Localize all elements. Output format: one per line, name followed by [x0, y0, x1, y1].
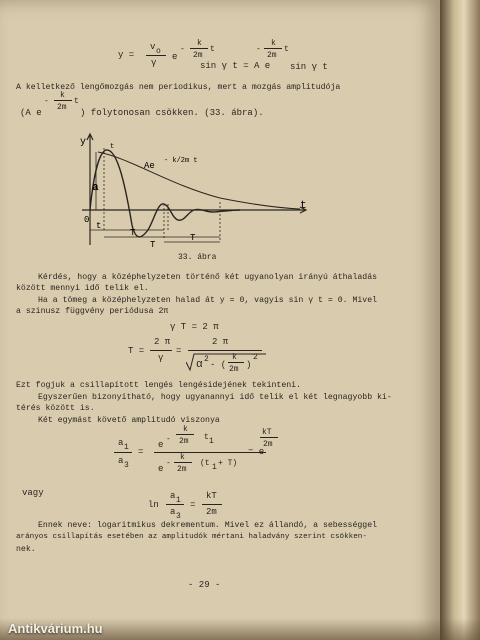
eq4-lhs-bar: [166, 504, 184, 505]
para5-line1: Ennek neve: logaritmikus dekrementum. Mivel ez állandó, a sebességgel: [38, 521, 378, 530]
eq2-root-alpha: α: [196, 359, 203, 371]
eq2-root-2m: 2m: [229, 365, 239, 374]
eq2-root-minus: - (: [210, 360, 227, 370]
fig-label-Ae: Ae: [144, 161, 155, 171]
eq3-num-2m: 2m: [179, 437, 189, 446]
eq1-t-2: t: [284, 45, 289, 54]
para2-line1: Kérdés, hogy a középhelyzeten történő két ugyanolyan irányú áthaladás: [38, 273, 378, 282]
eq3-a1-sub: 1: [124, 443, 129, 452]
eq4-2m: 2m: [206, 507, 217, 517]
eq3-den-paren-sub: 1: [212, 463, 217, 472]
eq3-exp-kT: kT: [262, 428, 272, 437]
eq1-minus-2: -: [256, 45, 261, 54]
eq3-num-exp-bar: [176, 434, 194, 435]
fig-label-T-2: T: [150, 240, 156, 250]
eq1-sin-part: sin γ t = A e: [200, 61, 271, 71]
para4-line1: Ezt fogjuk a csillapított lengés lengésidejének tekinteni.: [16, 381, 301, 390]
eq1-sin-part-2: sin γ t: [290, 62, 328, 72]
fig-label-t: t: [300, 200, 307, 212]
eq1-lhs: y =: [118, 50, 135, 60]
figure-caption: 33. ábra: [178, 253, 217, 262]
eq3-num-e: e: [158, 440, 164, 450]
eq1-2m-2: 2m: [267, 51, 277, 60]
fig-label-T-dim: T: [190, 233, 196, 243]
eq1-exp-bar-2: [264, 48, 282, 49]
fig-label-a: a: [92, 182, 99, 194]
eq3-den-k: k: [180, 453, 185, 462]
para5-line3: nek.: [16, 545, 36, 554]
eq3-a3-sub: 3: [124, 461, 129, 470]
eq3-num-k: k: [183, 425, 188, 434]
eq4-ln: ln: [148, 500, 159, 510]
eq3-den-minus: -: [166, 459, 171, 468]
eq3-num-minus: -: [166, 435, 171, 444]
eq3-exp-2m: 2m: [263, 440, 273, 449]
eq1-v0: v: [150, 42, 156, 52]
eq2-root-bar: [228, 362, 244, 363]
eq1-2m: 2m: [193, 51, 203, 60]
para3-line2: a szinusz függvény periódusa 2π: [16, 307, 169, 316]
para1-exp-bar: [54, 100, 72, 101]
watermark-bar: [0, 618, 480, 640]
eq4-a3: a: [170, 507, 176, 517]
eq1-gamma: γ: [151, 58, 157, 68]
page-number: - 29 -: [188, 580, 221, 590]
eq4-eq: =: [190, 500, 196, 510]
para1-exp-2m: 2m: [57, 103, 67, 112]
fig-label-exp: - k/2m t: [164, 157, 198, 165]
eq3-lhs-bar: [114, 452, 132, 453]
eq3-a3: a: [118, 456, 124, 466]
para2-line2: között mennyi idő telik el.: [16, 284, 149, 293]
eq2-n2: 2 π: [212, 337, 229, 347]
para5-line2: arányos csillapítás esetében az amplitudók mértani haladvány szerint csökken-: [16, 533, 367, 541]
para4-line4: Két egymást követő amplitudó viszonya: [38, 416, 220, 425]
eq1-k: k: [197, 39, 202, 48]
eq3-den-tail: + T): [218, 459, 238, 468]
eq3-den-e: e: [158, 464, 164, 474]
eq1-exp-bar: [190, 48, 208, 49]
eq2-root-k: k: [232, 353, 237, 362]
eq3-eq: =: [138, 447, 144, 457]
fig-label-t1: t: [96, 221, 102, 231]
eq1-e: e: [172, 52, 178, 62]
fig-label-y: y: [80, 137, 87, 148]
para4-line3: térés között is.: [16, 404, 95, 413]
para1-exp-k: k: [60, 91, 65, 100]
eq2-root-alpha-exp: 2: [204, 355, 209, 364]
eq2-root-exp: 2: [253, 353, 258, 362]
eq2-root-close: ): [246, 360, 252, 370]
eq1-k-2: k: [271, 39, 276, 48]
eq2-n1: 2 π: [154, 337, 171, 347]
eq3-num-t: t: [204, 433, 209, 442]
eq2-bar-2: [188, 350, 262, 351]
eq4-a3-sub: 3: [176, 512, 181, 521]
para1-exp-t: t: [74, 97, 79, 106]
fig-label-T: T: [130, 228, 136, 238]
eq2-bar-1: [150, 350, 172, 351]
eq3-den-2m: 2m: [177, 465, 187, 474]
para1-ae-suffix: ) folytonosan csökken. (33. ábra).: [80, 108, 264, 118]
vagy-label: vagy: [22, 488, 44, 498]
para1-exp-minus: -: [44, 97, 49, 106]
eq2-d1: γ: [158, 353, 164, 363]
eq4-a1: a: [170, 491, 176, 501]
para4-line2: Egyszerűen bizonyítható, hogy ugyanannyi idő telik el két legnagyobb ki-: [38, 393, 392, 402]
eq3-den-paren: (t: [200, 459, 210, 468]
figure-33: [60, 130, 320, 260]
eq2-lhs: T =: [128, 346, 145, 356]
fig-label-0: 0: [84, 215, 90, 225]
eq2-top: γ T = 2 π: [170, 322, 219, 332]
eq1-v0-sub: o: [156, 47, 161, 56]
eq3-exp-bar: [260, 437, 278, 438]
eq4-a1-sub: 1: [176, 496, 181, 505]
book-spine: [440, 0, 480, 640]
eq3-a1: a: [118, 438, 124, 448]
eq4-kT: kT: [206, 491, 217, 501]
watermark-text: Antikvárium.hu: [8, 621, 103, 636]
eq4-rhs-bar: [202, 504, 222, 505]
para1-ae-prefix: (A e: [20, 108, 42, 118]
eq2-eq: =: [176, 346, 182, 356]
eq3-num-t-sub: 1: [209, 437, 214, 446]
para1-line1: A kelletkező lengőmozgás nem periodikus, mert a mozgás amplitudója: [16, 83, 341, 92]
eq3-den-exp-bar: [174, 462, 192, 463]
envelope-curve: [98, 152, 300, 209]
eq1-minus: -: [180, 45, 185, 54]
eq3-eq2: = e: [248, 447, 265, 457]
para3-line1: Ha a tömeg a középhelyzeten halad át y = 0, vagyis sin γ t = 0. Mivel: [38, 296, 378, 305]
fig-label-curve: t: [110, 143, 115, 151]
eq1-fraction-bar: [146, 55, 166, 56]
eq1-t: t: [210, 45, 215, 54]
